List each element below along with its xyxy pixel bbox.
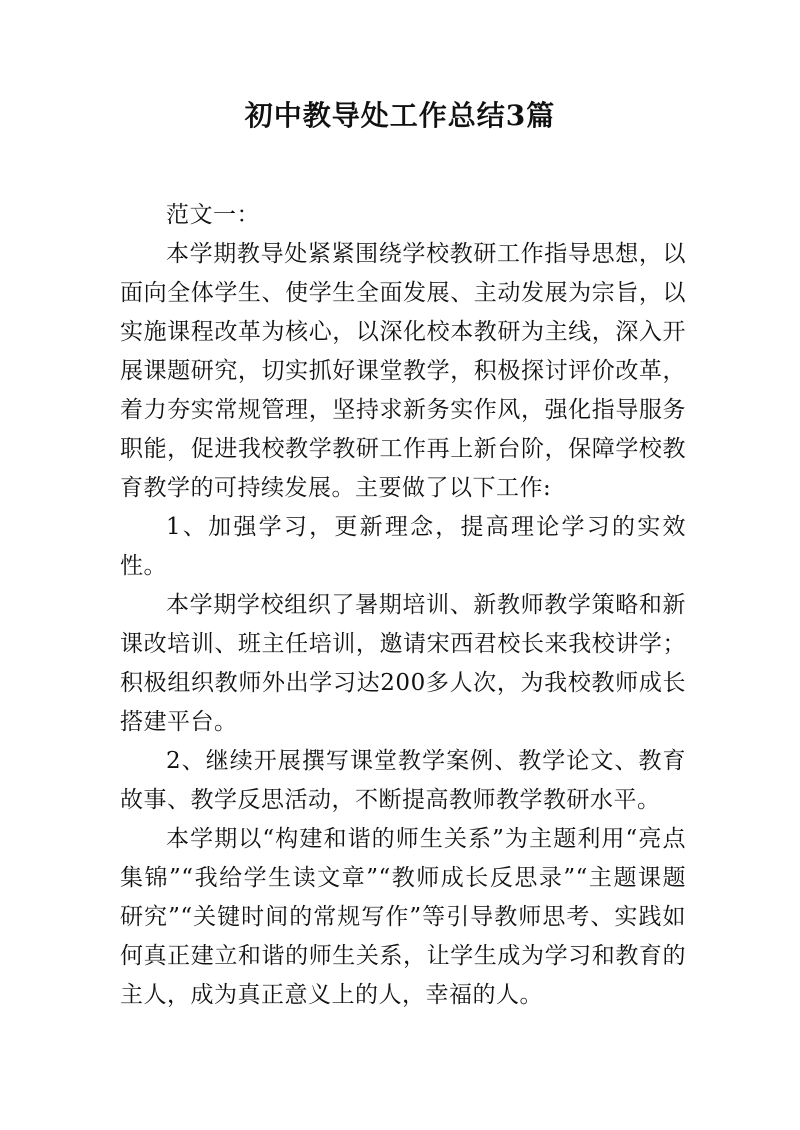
document-title: 初中教导处工作总结3篇 [244, 99, 556, 132]
paragraph-item-1-heading: 1、加强学习，更新理念，提高理论学习的实效性。 [120, 514, 686, 579]
paragraph-intro: 本学期教导处紧紧围绕学校教研工作指导思想，以面向全体学生、使学生全面发展、主动发展为宗旨，以实施课程改革为核心，以深化校本教研为主线，深入开展课题研究，切实抓好课堂教学，积极探讨评价改革，着力夯实常规管理，坚持求新务实作风，强化指导服务职能，促进我校教学教研工作再上新台阶，保障学校教育教学的可持续发展。主要做了以下工作: [120, 241, 686, 501]
paragraph-item-2-body: 本学期以“构建和谐的师生关系”为主题利用“亮点集锦”“我给学生读文章”“教师成长反思录”“主题课题研究”“关键时间的常规写作”等引导教师思考、实践如何真正建立和谐的师生关系，让学生成为学习和教育的主人，成为真正意义上的人，幸福的人。 [120, 826, 686, 1008]
document-body [120, 196, 686, 1015]
paragraph-item-2-heading: 2、继续开展撰写课堂教学案例、教学论文、教育故事、教学反思活动，不断提高教师教学教研水平。 [120, 748, 686, 813]
paragraph-heading-sample-one: 范文一： [166, 202, 260, 228]
paragraph-item-1-body: 本学期学校组织了暑期培训、新教师教学策略和新课改培训、班主任培训，邀请宋西君校长来我校讲学；积极组织教师外出学习达200多人次，为我校教师成长搭建平台。 [120, 592, 686, 735]
